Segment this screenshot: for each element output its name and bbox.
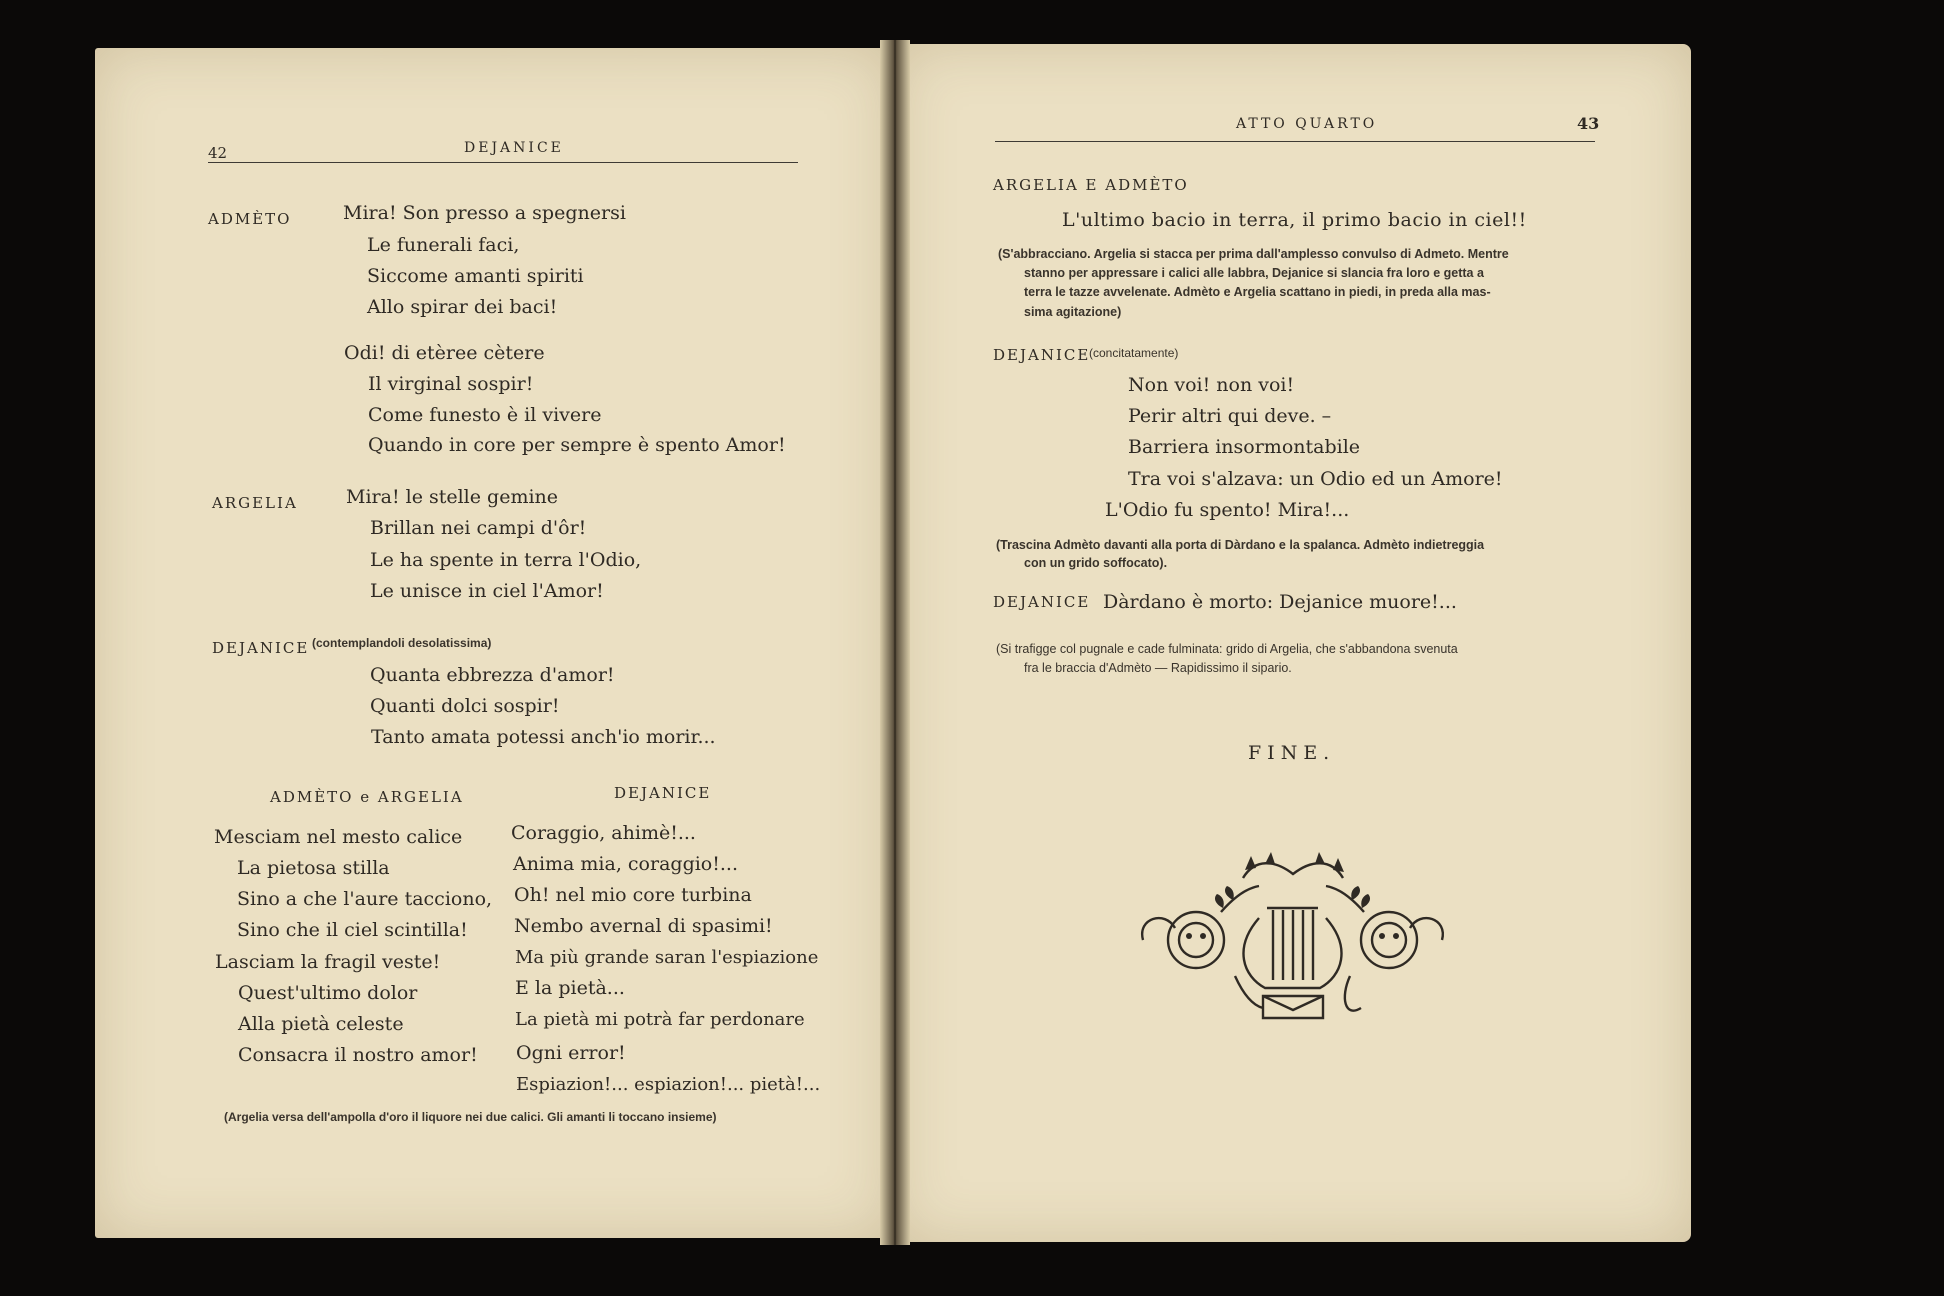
- right-header-rule: [995, 141, 1595, 142]
- verse-line: Dàrdano è morto: Dejanice muore!...: [1103, 591, 1457, 613]
- verse-line: Le ha spente in terra l'Odio,: [370, 549, 642, 571]
- verse-line: Siccome amanti spiriti: [367, 265, 584, 287]
- duet-line-a: Lasciam la fragil veste!: [215, 951, 441, 973]
- left-running-head: DEJANICE: [464, 140, 564, 156]
- duet-line-b: Anima mia, coraggio!...: [513, 853, 739, 875]
- right-running-head: ATTO QUARTO: [1236, 116, 1378, 132]
- speaker-argelia-admeto: ARGELIA E ADMÈTO: [993, 176, 1189, 194]
- speaker-dejanice: DEJANICE: [993, 346, 1091, 364]
- speaker-admeto: ADMÈTO: [208, 210, 292, 228]
- mask-medallion-left: [1168, 912, 1224, 968]
- verse-line: Mira! Son presso a spegnersi: [343, 202, 626, 224]
- duet-line-a: Consacra il nostro amor!: [238, 1044, 478, 1066]
- verse-line: L'ultimo bacio in terra, il primo bacio in ciel!!: [1062, 209, 1527, 231]
- duet-line-b: Ogni error!: [516, 1042, 626, 1064]
- verse-line: Brillan nei campi d'ôr!: [370, 517, 587, 539]
- verse-line: Non voi! non voi!: [1128, 374, 1295, 396]
- verse-line: Le funerali faci,: [367, 234, 520, 256]
- duet-line-b: Ma più grande saran l'espiazione: [515, 947, 819, 968]
- stage-direction: (S'abbracciano. Argelia si stacca per prima dall'amplesso convulso di Admeto. Mentre: [998, 247, 1509, 261]
- verse-line: Quando in core per sempre è spento Amor!: [368, 434, 786, 456]
- mask-medallion-right: [1361, 912, 1417, 968]
- stage-direction: terra le tazze avvelenate. Admèto e Argelia scattano in piedi, in preda alla mas-: [1024, 285, 1491, 299]
- stage-direction: (Argelia versa dell'ampolla d'oro il liquore nei due calici. Gli amanti li toccano insieme): [224, 1110, 717, 1124]
- verse-line: Perir altri qui deve. –: [1128, 405, 1332, 427]
- stage-direction-inline: (contemplandoli desolatissima): [312, 636, 492, 650]
- duet-line-b: Espiazion!... espiazion!... pietà!...: [516, 1074, 821, 1095]
- verse-line: Le unisce in ciel l'Amor!: [370, 580, 604, 602]
- stage-direction: fra le braccia d'Admèto — Rapidissimo il sipario.: [1024, 661, 1292, 675]
- duet-line-a: Sino a che l'aure tacciono,: [237, 888, 493, 910]
- duet-line-a: Alla pietà celeste: [238, 1013, 404, 1035]
- duet-line-b: Oh! nel mio core turbina: [514, 884, 752, 906]
- speaker-argelia: ARGELIA: [212, 494, 298, 512]
- verse-line: Tra voi s'alzava: un Odio ed un Amore!: [1128, 468, 1503, 490]
- verse-line: Barriera insormontabile: [1128, 436, 1361, 458]
- duet-heading-admeto-argelia: ADMÈTO e ARGELIA: [270, 788, 464, 806]
- duet-line-b: Coraggio, ahimè!...: [511, 822, 696, 844]
- duet-line-b: La pietà mi potrà far perdonare: [515, 1009, 805, 1030]
- verse-line: L'Odio fu spento! Mira!...: [1105, 499, 1350, 521]
- left-header-rule: [208, 162, 798, 163]
- verse-line: Allo spirar dei baci!: [367, 296, 558, 318]
- duet-line-a: La pietosa stilla: [237, 857, 390, 879]
- duet-line-b: E la pietà...: [515, 977, 625, 999]
- lyre-ornament: [1135, 848, 1450, 1023]
- verse-line: Il virginal sospir!: [368, 373, 534, 395]
- speaker-dejanice: DEJANICE: [212, 639, 310, 657]
- verse-line: Mira! le stelle gemine: [346, 486, 559, 508]
- stage-direction: con un grido soffocato).: [1024, 556, 1168, 570]
- duet-line-a: Mesciam nel mesto calice: [214, 826, 463, 848]
- duet-line-b: Nembo avernal di spasimi!: [514, 915, 773, 937]
- speaker-dejanice: DEJANICE: [993, 593, 1091, 611]
- laurel-top: [1243, 863, 1343, 878]
- left-page-number: 42: [208, 144, 228, 162]
- stage-direction: stanno per appressare i calici alle labbra, Dejanice si slancia fra loro e getta a: [1024, 266, 1484, 280]
- stage-direction: (Trascina Admèto davanti alla porta di Dàrdano e la spalanca. Admèto indietreggia: [996, 538, 1485, 552]
- verse-line: Come funesto è il vivere: [368, 404, 602, 426]
- verse-line: Quanti dolci sospir!: [370, 695, 560, 717]
- stage-direction: (Si trafigge col pugnale e cade fulminata: grido di Argelia, che s'abbandona svenuta: [996, 642, 1458, 656]
- duet-line-a: Quest'ultimo dolor: [238, 982, 418, 1004]
- verse-line: Quanta ebbrezza d'amor!: [370, 664, 615, 686]
- verse-line: Tanto amata potessi anch'io morir...: [371, 726, 716, 748]
- verse-line: Odi! di etèree cètere: [344, 342, 545, 364]
- stage-direction-inline: (concitatamente): [1089, 346, 1179, 360]
- fine-text: FINE.: [1248, 742, 1336, 764]
- duet-heading-dejanice: DEJANICE: [614, 784, 712, 802]
- right-page-number: 43: [1577, 114, 1600, 133]
- stage-direction: sima agitazione): [1024, 305, 1122, 319]
- duet-line-a: Sino che il ciel scintilla!: [237, 919, 468, 941]
- book-gutter: [880, 40, 910, 1245]
